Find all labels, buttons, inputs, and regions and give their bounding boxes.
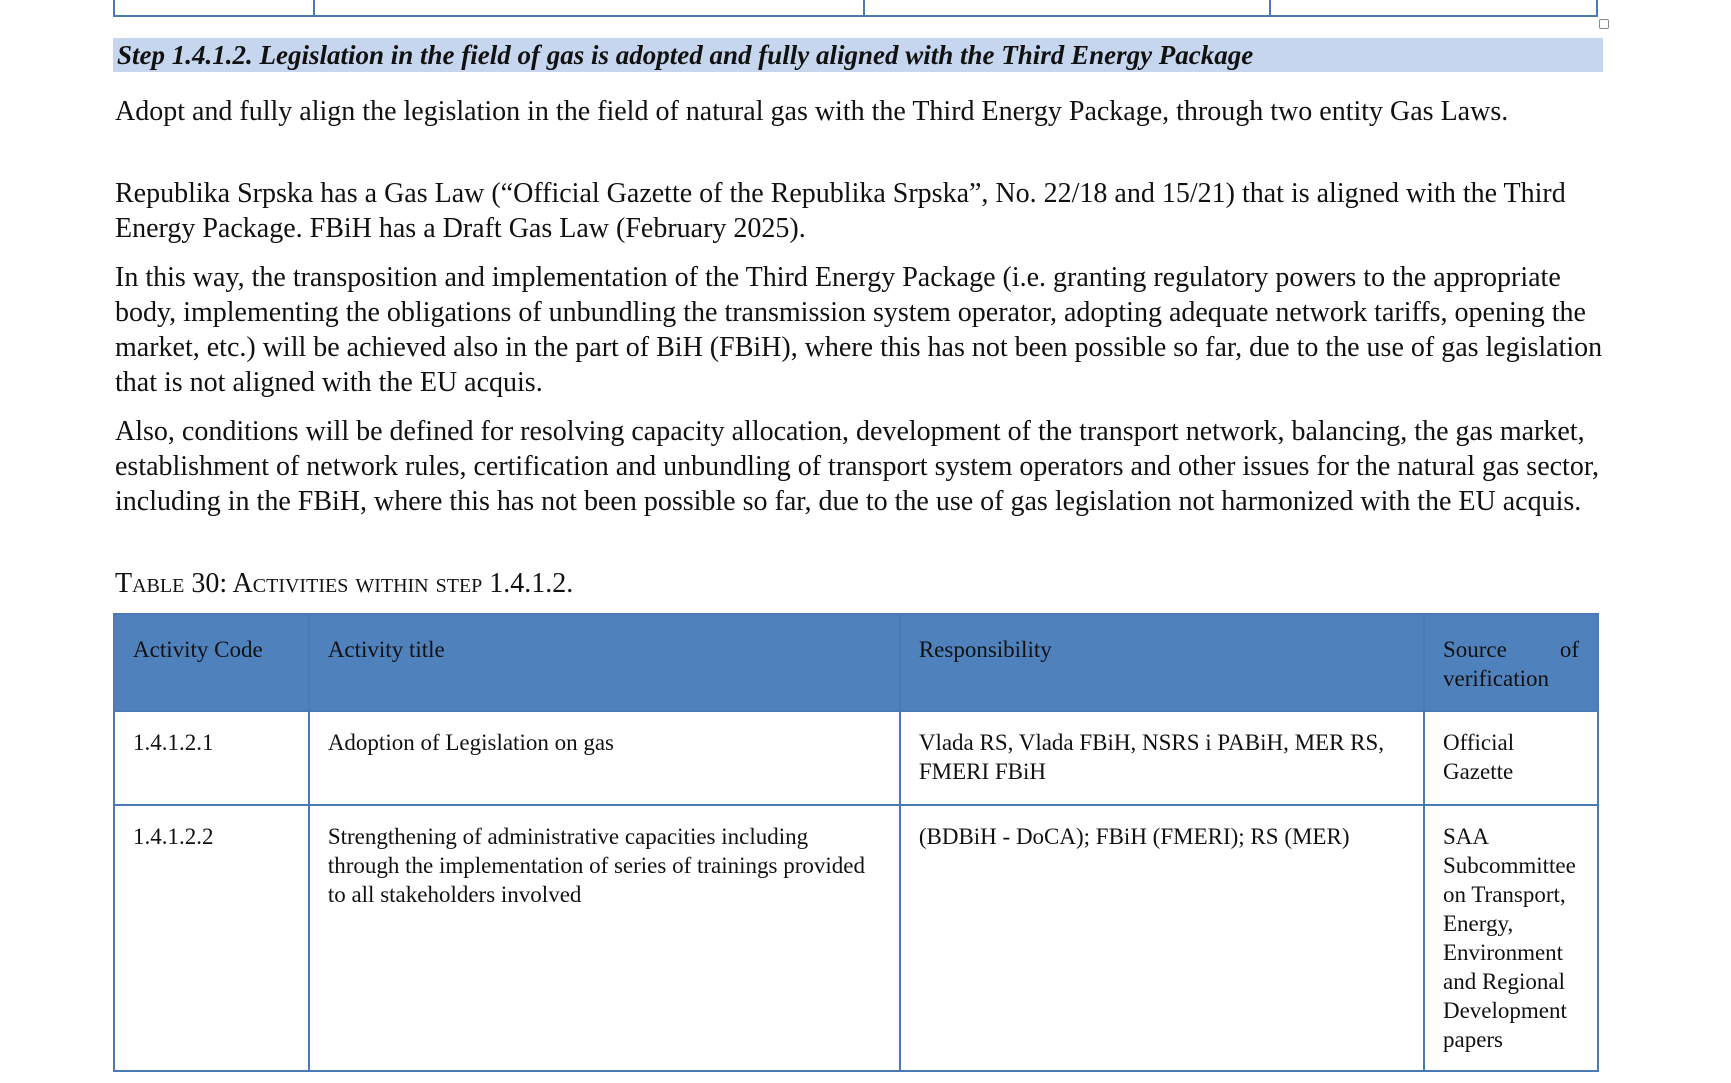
cell-activity-title: Strengthening of administrative capacities including through the implementation of series of trainings provided to all stakeholders involved <box>309 805 900 1071</box>
header-activity-code: Activity Code <box>114 614 309 711</box>
table-divider <box>863 0 865 15</box>
cell-responsibility: (BDBiH - DoCA); FBiH (FMERI); RS (MER) <box>900 805 1424 1071</box>
table-header-row <box>114 614 1598 711</box>
header-verification-word: verification <box>1442 666 1549 691</box>
step-heading: Step 1.4.1.2. Legislation in the field of gas is adopted and fully aligned with the Third Energy Package <box>113 38 1603 72</box>
cell-activity-code: 1.4.1.2.1 <box>114 711 309 805</box>
activities-table <box>113 613 1599 1072</box>
table-row <box>114 711 1598 805</box>
cell-activity-code: 1.4.1.2.2 <box>114 805 309 1071</box>
paragraph-3: In this way, the transposition and implementation of the Third Energy Package (i.e. granting regulatory powers to the appropriate body, implementing the obligations of unbundling the transmission system operator, adopting adequate network tariffs, opening the market, etc.) will be achieved also in the part of BiH (FBiH), where this has not been possible so far, due to the use of gas legislation that is not aligned with the EU acquis. <box>115 262 1603 398</box>
paragraph-2: Republika Srpska has a Gas Law (“Official Gazette of the Republika Srpska”, No. 22/18 and 15/21) that is aligned with the Third Energy Package. FBiH has a Draft Gas Law (February 2025). <box>115 178 1566 244</box>
table-caption-number: 1.4.1.2. <box>489 568 574 599</box>
table-row <box>114 805 1598 1071</box>
table-caption <box>115 566 573 602</box>
table-caption-label: Table 30: Activities within step <box>115 568 483 599</box>
paragraph-1: Adopt and fully align the legislation in the field of natural gas with the Third Energy Package, through two entity Gas Laws. <box>115 96 1509 127</box>
cell-responsibility: Vlada RS, Vlada FBiH, NSRS i PABiH, MER RS, FMERI FBiH <box>900 711 1424 805</box>
cell-source-of-verification: SAA Subcommittee on Transport, Energy, Environment and Regional Development papers <box>1424 805 1598 1071</box>
header-source-word: Source <box>1442 637 1507 662</box>
previous-table-bottom-edge <box>113 0 1598 17</box>
header-activity-title: Activity title <box>309 614 900 711</box>
cell-activity-title: Adoption of Legislation on gas <box>309 711 900 805</box>
paragraph-4: Also, conditions will be defined for resolving capacity allocation, development of the transport network, balancing, the gas market, establishment of network rules, certification and unbundling of transport system operators and other issues for the natural gas sector, including in the FBiH, where this has not been possible so far, due to the use of gas legislation not harmonized with the EU acquis. <box>115 416 1600 517</box>
table-divider <box>1269 0 1271 15</box>
header-responsibility: Responsibility <box>900 614 1424 711</box>
table-resize-handle[interactable] <box>1599 19 1609 29</box>
header-source-of-verification <box>1424 614 1598 711</box>
table-divider <box>313 0 315 15</box>
header-of-word: of <box>1559 637 1579 662</box>
cell-source-of-verification: Official Gazette <box>1424 711 1598 805</box>
